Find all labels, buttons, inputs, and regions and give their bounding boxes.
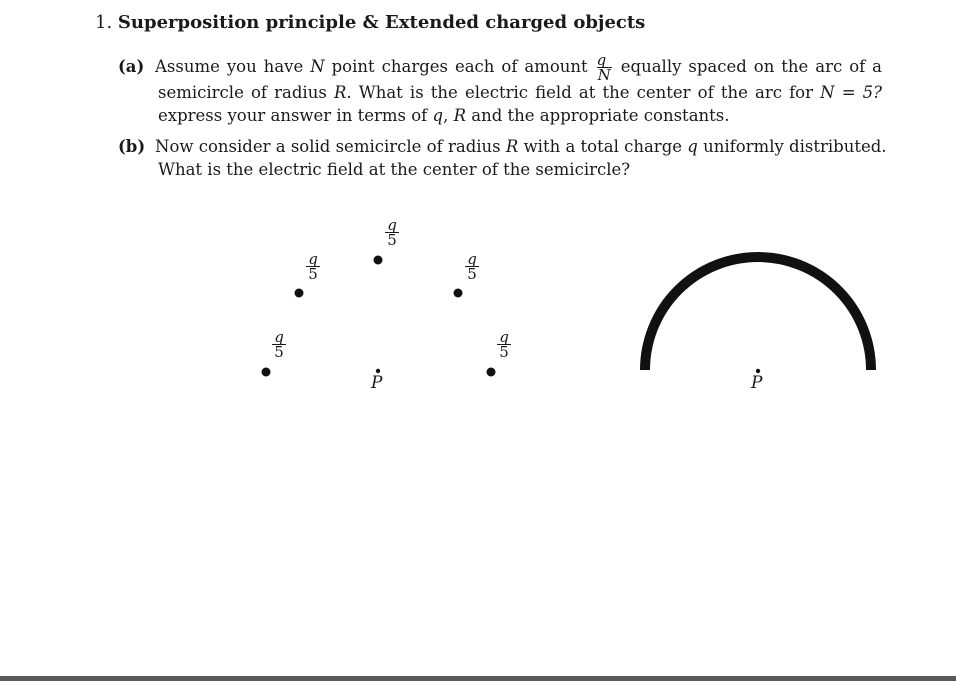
center-point-label: P bbox=[371, 373, 383, 393]
variable-q: q bbox=[432, 106, 444, 125]
charge-denominator: 5 bbox=[497, 344, 511, 359]
part-b-text: with a total charge bbox=[523, 137, 683, 156]
part-b-text: Now consider a solid semicircle of radius bbox=[155, 137, 501, 156]
part-a-text: semicircle of radius bbox=[158, 83, 327, 102]
charge-denominator: 5 bbox=[385, 232, 399, 247]
charge-label bbox=[272, 330, 286, 359]
variable-n: N bbox=[310, 57, 325, 76]
charge-dot bbox=[374, 256, 383, 265]
center-point-label: P bbox=[751, 373, 763, 393]
variable-r: R bbox=[505, 137, 519, 156]
fraction-denominator: N bbox=[597, 66, 611, 84]
part-b-line-2: What is the electric field at the center of the semicircle? bbox=[158, 160, 631, 179]
charge-numerator: q bbox=[308, 250, 318, 268]
charge-label bbox=[497, 330, 511, 359]
charge-denominator: 5 bbox=[465, 266, 479, 281]
charge-numerator: q bbox=[467, 250, 477, 268]
part-a-text: . What is the electric field at the center of the arc for bbox=[346, 83, 813, 102]
part-a-text: and the appropriate constants. bbox=[471, 106, 730, 125]
charge-denominator: 5 bbox=[272, 344, 286, 359]
problem-number: 1. bbox=[95, 12, 113, 33]
charge-denominator: 5 bbox=[306, 266, 320, 281]
solid-semicircle-arc bbox=[645, 257, 871, 370]
charge-dot bbox=[295, 289, 304, 298]
charge-numerator: q bbox=[387, 216, 397, 234]
charge-numerator: q bbox=[499, 328, 509, 346]
fraction-numerator: q bbox=[596, 51, 607, 69]
charge-numerator: q bbox=[274, 328, 284, 346]
part-a-text: point charges each of amount bbox=[331, 57, 588, 76]
part-a-label: (a) bbox=[118, 57, 145, 76]
charge-dot bbox=[487, 368, 496, 377]
charge-dot bbox=[454, 289, 463, 298]
variable-q: q bbox=[687, 137, 698, 156]
variable-r: R bbox=[333, 83, 347, 102]
charge-label bbox=[465, 252, 479, 281]
problem-title: Superposition principle & Extended charged objects bbox=[117, 12, 646, 33]
charge-dot bbox=[262, 368, 271, 377]
part-b-text: uniformly distributed. bbox=[703, 137, 887, 156]
part-a-text: express your answer in terms of bbox=[158, 106, 428, 125]
bottom-divider bbox=[0, 676, 956, 681]
part-a-text: Assume you have bbox=[155, 57, 304, 76]
variable-r: R bbox=[453, 106, 467, 125]
charge-label bbox=[385, 218, 399, 247]
charge-label bbox=[306, 252, 320, 281]
part-b-label: (b) bbox=[118, 137, 146, 156]
equation-n-equals-5: N = 5? bbox=[820, 83, 882, 102]
comma: , bbox=[443, 106, 449, 125]
part-a-text: equally spaced on the arc of a bbox=[620, 57, 883, 76]
